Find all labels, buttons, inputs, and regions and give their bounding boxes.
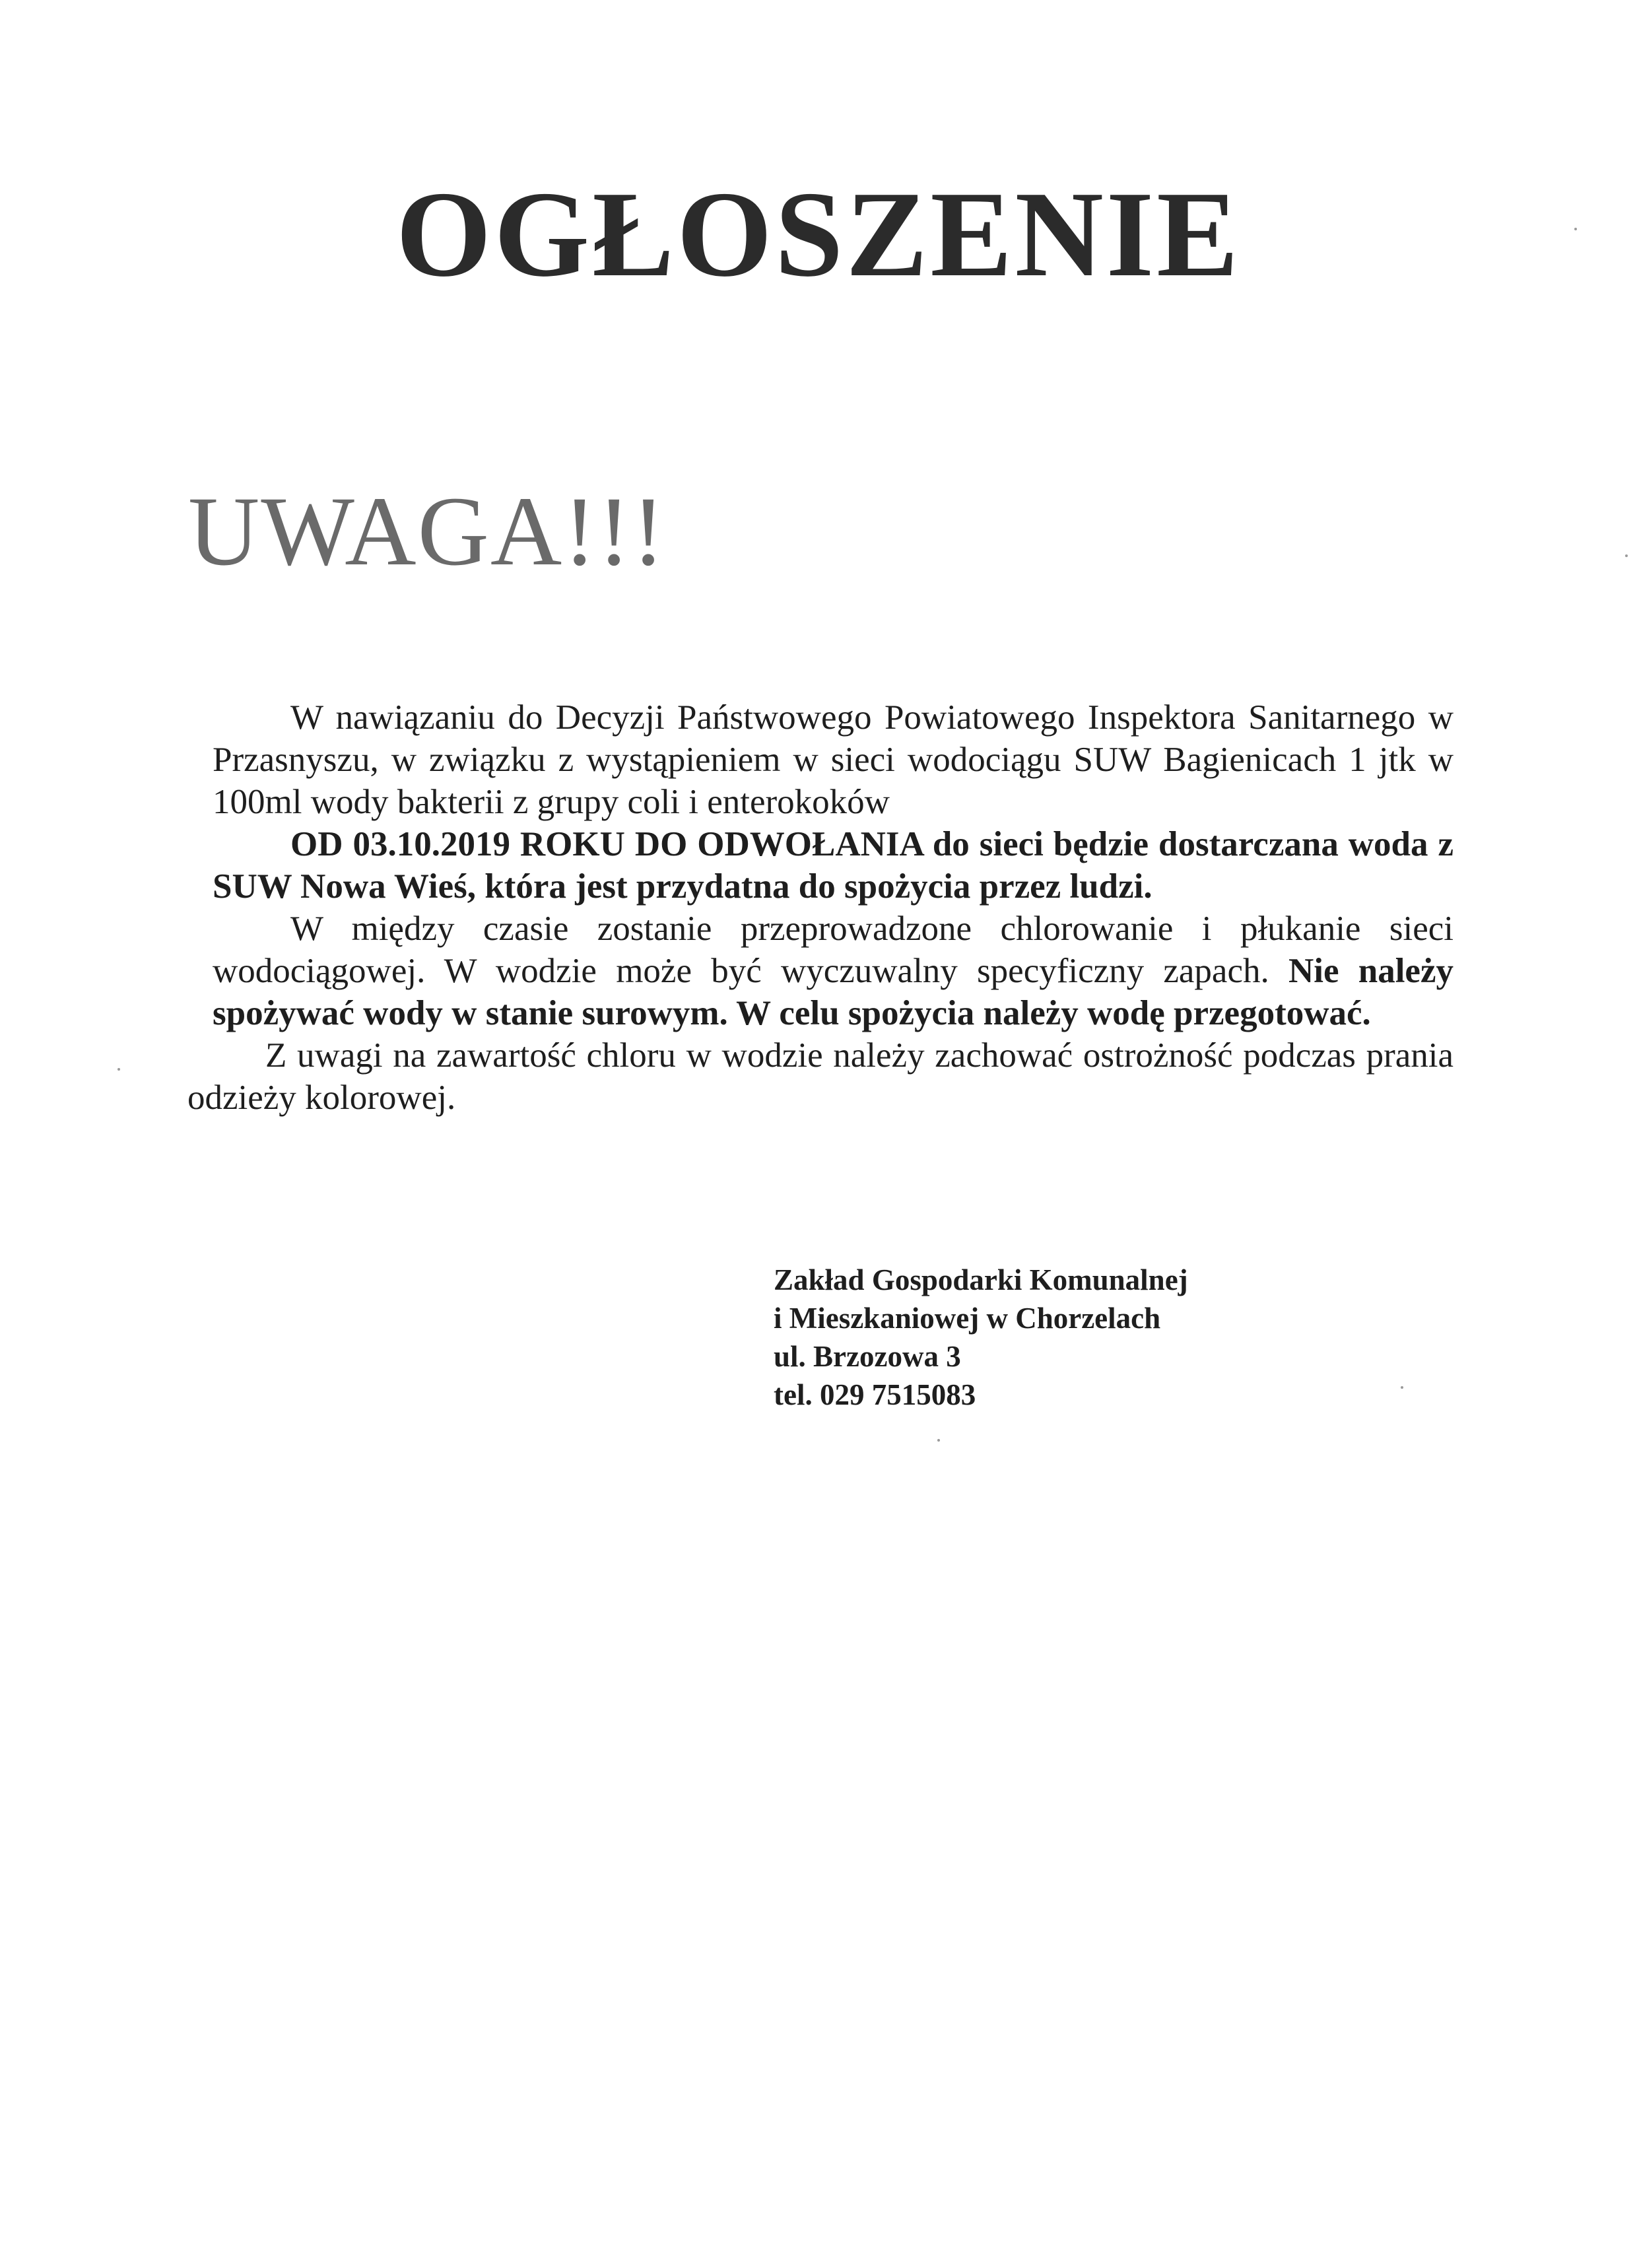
signature-address: ul. Brzozowa 3 <box>774 1340 961 1373</box>
warning-heading: UWAGA!!! <box>188 477 667 586</box>
notice-body <box>187 696 1453 1119</box>
signature-company-line1: Zakład Gospodarki Komunalnej <box>774 1263 1188 1296</box>
scan-speck <box>1401 1386 1403 1389</box>
signature-company-line2: i Mieszkaniowej w Chorzelach <box>774 1302 1161 1335</box>
paragraph-decision: W nawiązaniu do Decyzji Państwowego Powiatowego Inspektora Sanitarnego w Przasnyszu, w związku z wystąpieniem w sieci wodociągu SUW Bagienicach 1 jtk w 100ml wody bakterii z grupy coli i enterokoków <box>213 698 1453 821</box>
paragraph-chlorination <box>213 908 1453 1034</box>
signature-block <box>774 1261 1188 1414</box>
signature-phone: tel. 029 7515083 <box>774 1378 976 1411</box>
chlorination-text: W między czasie zostanie przeprowadzone chlorowanie i płukanie sieci wodociągowej. W wodzie może być wyczuwalny specyficzny zapach. <box>213 910 1453 990</box>
scan-speck <box>117 1068 120 1071</box>
scan-speck <box>1625 554 1628 557</box>
paragraph-laundry-caution: Z uwagi na zawartość chloru w wodzie należy zachować ostrożność podczas prania odzieży kolorowej. <box>187 1036 1453 1117</box>
scan-speck <box>1574 228 1577 230</box>
scan-speck <box>937 1439 940 1442</box>
notice-title: OGŁOSZENIE <box>395 166 1242 302</box>
boil-water-warning: Nie należy spożywać wody w stanie surowym. W celu spożycia należy wodę przegotować. <box>213 952 1453 1032</box>
paragraph-supply-change: OD 03.10.2019 ROKU DO ODWOŁANIA do sieci będzie dostarczana woda z SUW Nowa Wieś, która jest przydatna do spożycia przez ludzi. <box>213 825 1453 906</box>
